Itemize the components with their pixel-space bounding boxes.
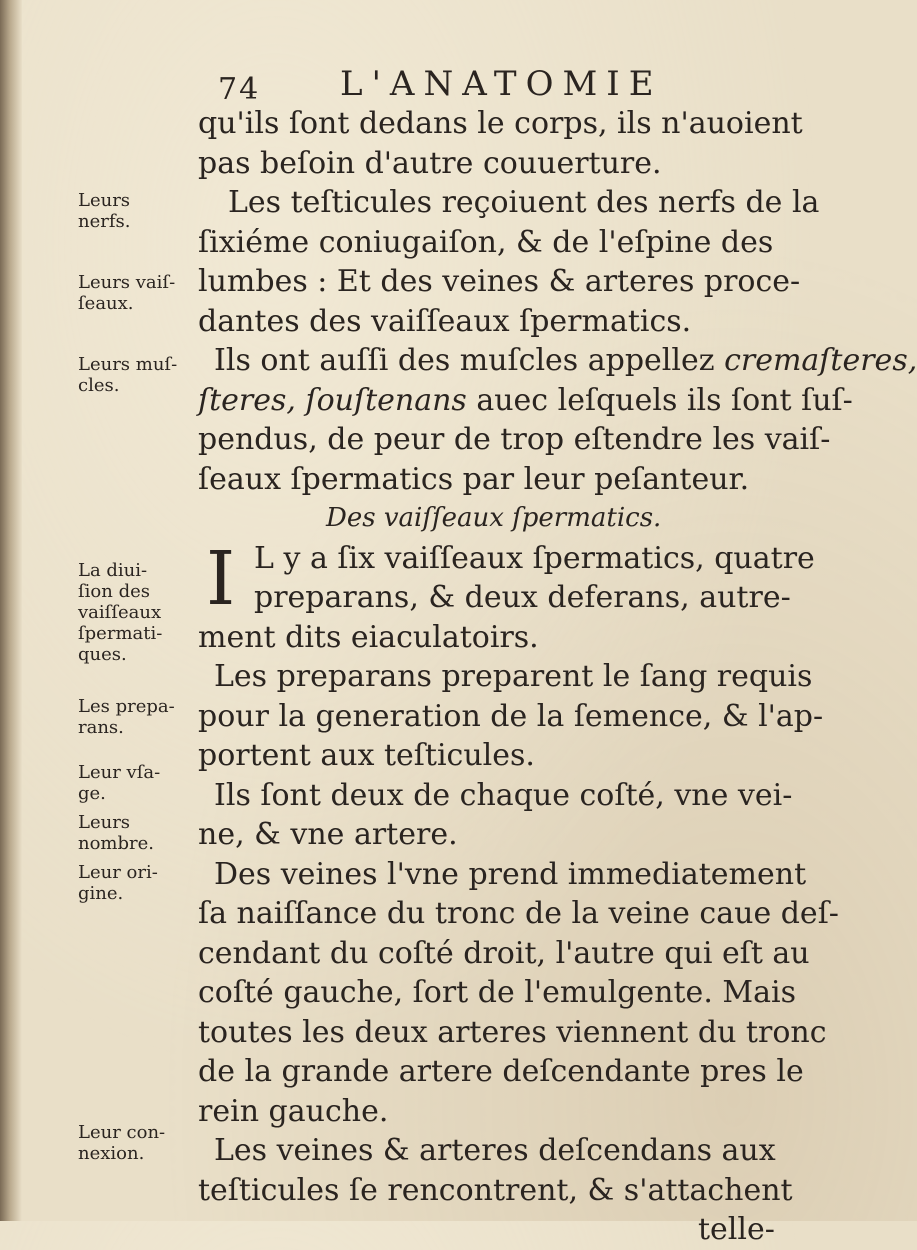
margin-note-line: Leurs vaiſ- <box>78 272 176 293</box>
margin-note-line: gine. <box>78 883 124 904</box>
text-run: L y a ſix vaiſſeaux ſpermatics, quatre <box>254 540 815 576</box>
text-line: teſticules ſe rencontrent, & s'attachent <box>198 1172 793 1208</box>
running-title: L'ANATOMIE <box>340 64 663 104</box>
margin-note-muscles <box>78 354 177 396</box>
text-line: pendus, de peur de trop eſtendre les vaiſ- <box>198 422 831 457</box>
text-line <box>198 381 853 421</box>
margin-note-line: rans. <box>78 717 124 738</box>
text-line: pas beſoin d'autre couuerture. <box>198 145 662 181</box>
margin-note-nerfs <box>78 190 130 232</box>
margin-note-line: Leur con- <box>78 1122 166 1143</box>
margin-note-nombre <box>78 812 154 854</box>
text-line: ne, & vne artere. <box>198 817 458 852</box>
section-heading: Des vaiſſeaux ſpermatics. <box>326 503 662 533</box>
margin-note-diuision <box>78 560 162 665</box>
margin-note-line: nexion. <box>78 1143 145 1164</box>
text-line: Ils ſont deux de chaque coſté, vne vei- <box>214 777 793 813</box>
margin-note-line: cles. <box>78 375 120 396</box>
margin-note-line: ſpermati- <box>78 623 163 644</box>
italic-term: cremaſteres, <box>724 343 917 378</box>
text-line: ſixiéme coniugaiſon, & de l'eſpine des <box>198 224 774 260</box>
text-line: portent aux teſticules. <box>198 738 535 773</box>
margin-note-line: La diui- <box>78 560 148 581</box>
margin-note-origine <box>78 862 158 904</box>
drop-cap: I <box>206 535 236 622</box>
text-line: de la grande artere deſcendante pres le <box>198 1054 804 1089</box>
margin-note-line: vaiſſeaux <box>78 602 162 623</box>
margin-note-usage <box>78 762 160 804</box>
margin-note-line: Leur vſa- <box>78 762 161 783</box>
margin-note-line: Leurs <box>78 190 131 211</box>
margin-note-line: Leurs muſ- <box>78 354 178 375</box>
text-run: auec leſquels ils ſont ſuſ- <box>466 382 853 418</box>
margin-note-line: ge. <box>78 783 106 804</box>
margin-note-line: Les prepa- <box>78 696 175 717</box>
body-text <box>198 104 917 1250</box>
text-line: lumbes : Et des veines & arteres proce- <box>198 264 801 299</box>
margin-note-line: ſion des <box>78 581 150 602</box>
text-line: preparans, & deux deferans, autre- <box>254 580 791 615</box>
text-line: Les veines & arteres deſcendans aux <box>214 1133 776 1168</box>
text-line: toutes les deux arteres viennent du tronc <box>198 1014 827 1050</box>
margin-note-line: nombre. <box>78 833 154 854</box>
text-line: ment dits eiaculatoirs. <box>198 619 539 655</box>
text-line: dantes des vaiſſeaux ſpermatics. <box>198 303 692 339</box>
text-line: ſa naiſſance du tronc de la veine caue deſ- <box>198 896 839 931</box>
margin-note-preparans <box>78 696 175 738</box>
margin-note-vaisseaux <box>78 272 175 314</box>
margin-note-line: nerfs. <box>78 211 131 232</box>
text-line: ſeaux ſpermatics par leur peſanteur. <box>198 461 750 497</box>
text-line: rein gauche. <box>198 1093 389 1129</box>
margin-note-line: Leur ori- <box>78 862 158 883</box>
text-run: Ils ont auſſi des muſcles appellez <box>214 343 725 378</box>
text-line: Les preparans preparent le ſang requis <box>214 659 813 694</box>
book-binding-shadow <box>0 0 22 1221</box>
margin-note-line: Leurs <box>78 812 131 833</box>
catchword: telle- <box>698 1212 775 1247</box>
page-number: 74 <box>218 72 261 107</box>
text-line <box>198 341 917 381</box>
margin-note-connexion <box>78 1122 165 1164</box>
text-line: coſté gauche, ſort de l'emulgente. Mais <box>198 975 796 1010</box>
italic-term: ſteres, ſouſtenans <box>198 382 467 418</box>
margin-note-line: ſeaux. <box>78 293 134 314</box>
text-line: qu'ils ſont dedans le corps, ils n'auoient <box>198 106 803 141</box>
text-line: Les teſticules reçoiuent des nerfs de la <box>228 185 820 220</box>
margin-note-line: ques. <box>78 644 127 665</box>
text-line: pour la generation de la ſemence, & l'ap- <box>198 698 824 734</box>
text-line: cendant du coſté droit, l'autre qui eſt au <box>198 935 810 971</box>
text-line: Des veines l'vne prend immediatement <box>214 856 807 892</box>
